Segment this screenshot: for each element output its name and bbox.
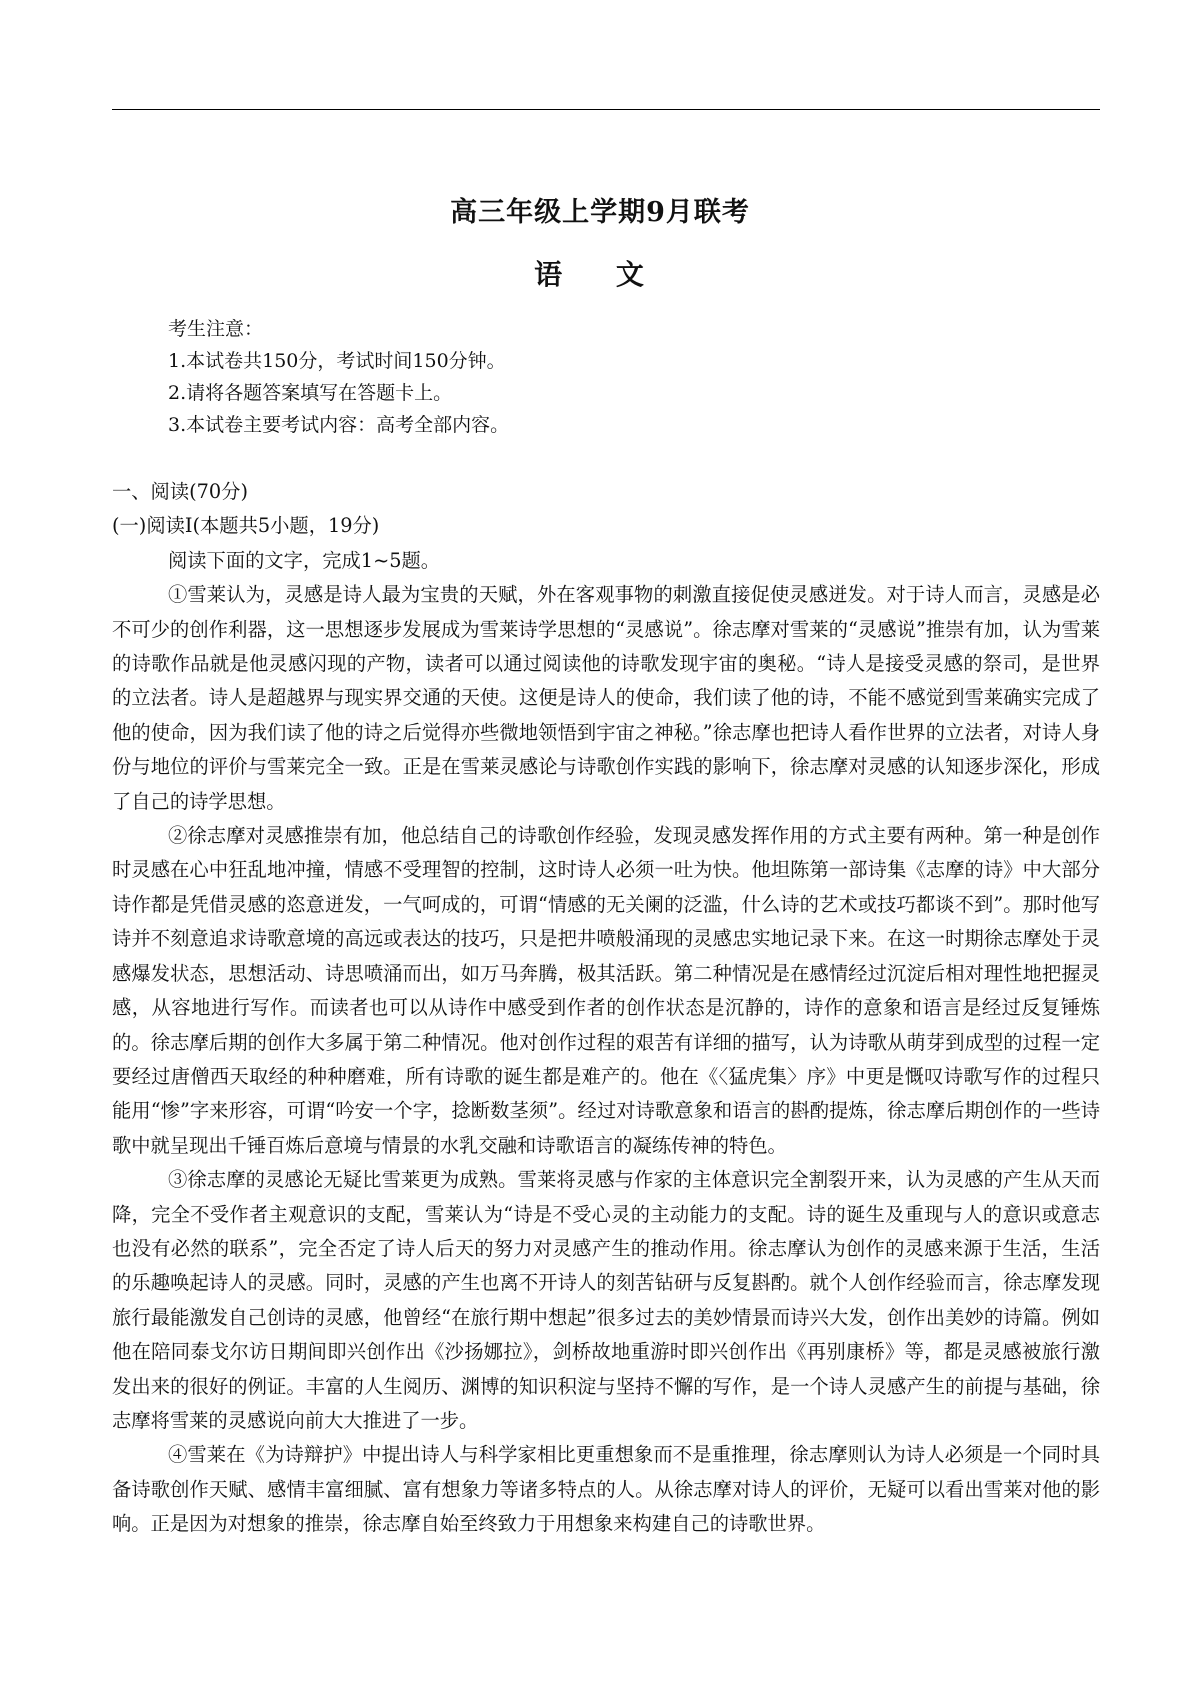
passage-paragraph-1: ①雪莱认为，灵感是诗人最为宝贵的天赋，外在客观事物的刺激直接促使灵感迸发。对于诗人而言，灵感是必不可少的创作利器，这一思想逐步发展成为雪莱诗学思想的“灵感说”。徐志摩对雪莱的“灵感说”推崇有加，认为雪莱的诗歌作品就是他灵感闪现的产物，读者可以通过阅读他的诗歌发现宇宙的奥秘。“诗人是接受灵感的祭司，是世界的立法者。诗人是超越界与现实界交通的天使。这便是诗人的使命，我们读了他的诗，不能不感觉到雪莱确实完成了他的使命，因为我们读了他的诗之后觉得亦些微地领悟到宇宙之神秘。”徐志摩也把诗人看作世界的立法者，对诗人身份与地位的评价与雪莱完全一致。正是在雪莱灵感论与诗歌创作实践的影响下，徐志摩对灵感的认知逐步深化，形成了自己的诗学思想。 (112, 583, 1100, 813)
section-heading: 一、阅读(70分) (112, 480, 248, 503)
candidate-notice (168, 313, 1068, 441)
passage-paragraph-4: ④雪莱在《为诗辩护》中提出诗人与科学家相比更重想象而不是重推理，徐志摩则认为诗人必须是一个同时具备诗歌创作天赋、感情丰富细腻、富有想象力等诸多特点的人。从徐志摩对诗人的评价，无疑可以看出雪莱对他的影响。正是因为对想象的推崇，徐志摩自始至终致力于用想象来构建自己的诗歌世界。 (112, 1443, 1100, 1536)
notice-item: 3.本试卷主要考试内容：高考全部内容。 (168, 414, 510, 436)
section-subheading: (一)阅读Ⅰ(本题共5小题，19分) (112, 514, 380, 538)
exam-title: 高三年级上学期9月联考 (450, 197, 750, 228)
passage-paragraph-3: ③徐志摩的灵感论无疑比雪莱更为成熟。雪莱将灵感与作家的主体意识完全割裂开来，认为灵感的产生从天而降，完全不受作者主观意识的支配，雪莱认为“诗是不受心灵的主动能力的支配。诗的诞生及重现与人的意识或意志也没有必然的联系”，完全否定了诗人后天的努力对灵感产生的推动作用。徐志摩认为创作的灵感来源于生活，生活的乐趣唤起诗人的灵感。同时，灵感的产生也离不开诗人的刻苦钻研与反复斟酌。就个人创作经验而言，徐志摩发现旅行最能激发自己创诗的灵感，他曾经“在旅行期中想起”很多过去的美妙情景而诗兴大发，创作出美妙的诗篇。例如他在陪同泰戈尔访日期间即兴创作出《沙扬娜拉》，剑桥故地重游时即兴创作出《再别康桥》等，都是灵感被旅行激发出来的很好的例证。丰富的人生阅历、渊博的知识积淀与坚持不懈的写作，是一个诗人灵感产生的前提与基础，徐志摩将雪莱的灵感说向前大大推进了一步。 (112, 1168, 1100, 1432)
notice-item: 1.本试卷共150分，考试时间150分钟。 (168, 350, 506, 372)
notice-item: 2.请将各题答案填写在答题卡上。 (168, 382, 453, 404)
reading-section (112, 475, 1100, 1542)
header-rule (112, 109, 1100, 110)
passage-paragraph-2: ②徐志摩对灵感推崇有加，他总结自己的诗歌创作经验，发现灵感发挥作用的方式主要有两种。第一种是创作时灵感在心中狂乱地冲撞，情感不受理智的控制，这时诗人必须一吐为快。他坦陈第一部诗集《志摩的诗》中大部分诗作都是凭借灵感的恣意迸发，一气呵成的，可谓“情感的无关阑的泛滥，什么诗的艺术或技巧都谈不到”。那时他写诗并不刻意追求诗歌意境的高远或表达的技巧，只是把井喷般涌现的灵感忠实地记录下来。在这一时期徐志摩处于灵感爆发状态，思想活动、诗思喷涌而出，如万马奔腾，极其活跃。第二种情况是在感情经过沉淀后相对理性地把握灵感，从容地进行写作。而读者也可以从诗作中感受到作者的创作状态是沉静的，诗作的意象和语言是经过反复锤炼的。徐志摩后期的创作大多属于第二种情况。他对创作过程的艰苦有详细的描写，认为诗歌从萌芽到成型的过程一定要经过唐僧西天取经的种种磨难，所有诗歌的诞生都是难产的。他在《〈猛虎集〉序》中更是慨叹诗歌写作的过程只能用“惨”字来形容，可谓“吟安一个字，捻断数茎须”。经过对诗歌意象和语言的斟酌提炼，徐志摩后期创作的一些诗歌中就呈现出千锤百炼后意境与情景的水乳交融和诗歌语言的凝练传神的特色。 (112, 824, 1100, 1157)
subject-title: 语 文 (534, 258, 666, 291)
notice-heading: 考生注意： (168, 318, 264, 340)
reading-instruction: 阅读下面的文字，完成1~5题。 (168, 548, 441, 572)
